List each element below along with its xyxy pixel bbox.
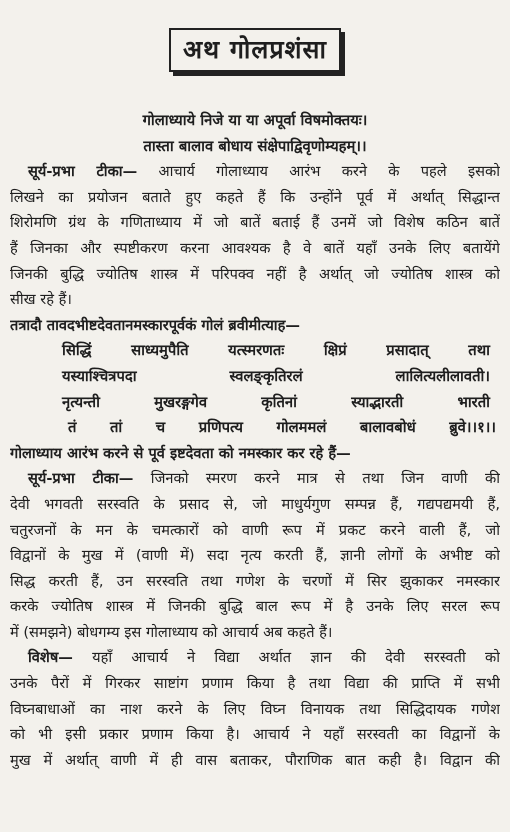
para1-line: लिखने का प्रयोजन बताते हुए कहते हैं कि उन्होंने पूर्व में अर्थात् सिद्धान्त [10,188,500,206]
section-heading: गोलाध्याय आरंभ करने से पूर्व इष्टदेवता को नमस्कार कर रहे हैं— [10,444,351,462]
verse2-line: यस्याश्चित्रपदा स्वलङ्कृतिरलं लालित्यलीलावती। [62,367,490,385]
para2-line: सिद्ध करती हैं, उन सरस्वति तथा गणेश के चरणों में सिर झुकाकर नमस्कार [10,572,500,590]
para1-line: शिरोमणि ग्रंथ के गणिताध्याय में जो बातें बताई हैं उनमें जो विशेष कठिन बातें [10,214,500,232]
verse2-line: तं तां च प्रणिपत्य गोलममलं बालावबोधं ब्रुवे।।१।। [68,419,496,437]
page-body [10,108,500,773]
para3-line: उनके पैरों में गिरकर साष्टांग प्रणाम किया है तथा विद्या की प्राप्ति में सभी [10,675,500,693]
para2-line [10,466,500,492]
para3-line: को भी इसी प्रकार प्रणाम किया है। आचार्य ने यहाँ सरस्वती का विद्वानों के [10,726,500,744]
para2-line: विद्वानों के मुख में (वाणी में) सदा नृत्य करती हैं, ज्ञानी लोगों के अभीष्ट को [10,547,500,565]
page-title: अथ गोलप्रशंसा [169,28,341,72]
para3-line: विघ्नबाधाओं का नाश करने के लिए विघ्न विनायक तथा सिद्धिदायक गणेश [10,700,500,718]
para2-line: करके ज्योतिष शास्त्र में जिनकी बुद्धि बाल रूप में है उनके लिए सरल रूप [10,598,500,616]
para3-text: यहाँ आचार्य ने विद्या अर्थात ज्ञान की देवी सरस्वती को [72,649,500,667]
para3-label: विशेष— [28,649,73,667]
para1-line [10,159,500,185]
para2-line: में (समझने) बोधगम्य इस गोलाध्याय को आचार्य अब कहते हैं। [10,623,333,641]
para3-line: मुख में अर्थात् वाणी में ही वास बताकर, पौराणिक बात कही है। विद्वान की [10,751,500,769]
verse1-line: गोलाध्याये निजे या या अपूर्वा विषमोक्तयः। [142,112,368,129]
verse2-line: नृत्यन्ती मुखरङ्गगेव कृतिनां स्याद्भारती भारती [62,393,490,411]
para1-line: जिनकी बुद्धि ज्योतिष शास्त्र में परिपक्व नहीं है अर्थात् जो ज्योतिष शास्त्र को [10,265,500,283]
verse2-line: सिद्धिं साध्यमुपैति यत्स्मरणतः क्षिप्रं प्रसादात् तथा [62,342,490,360]
title-container [0,28,510,72]
para2-line: देवी भगवती सरस्वति के प्रसाद से, जो माधुर्यगुण सम्पन्न हैं, गद्यपद्यमयी हैं, [10,495,500,513]
para2-text: जिनको स्मरण करने मात्र से तथा जिन वाणी की [133,470,500,488]
para1-label: सूर्य-प्रभा टीका— [28,163,138,181]
para3-line [10,645,500,671]
para2-label: सूर्य-प्रभा टीका— [28,470,134,488]
para1-line: हैं जिनका और स्पष्टीकरण करना आवश्यक है वे बातें यहाँ उनके लिए बतायेंगे [10,239,500,257]
verse1-line: तास्ता बालाव बोधाय संक्षेपाद्विवृणोम्यहम्।। [143,137,367,155]
section-heading: तत्रादौ तावदभीष्टदेवतानमस्कारपूर्वकं गोलं ब्रवीमीत्याह— [10,316,300,334]
para1-line: सीख रहे हैं। [10,291,72,309]
para2-line: चतुरजनों के मन के चमत्कारों को वाणी रूप में प्रकट करने वाली हैं, जो [10,521,500,539]
para1-text: आचार्य गोलाध्याय आरंभ करने के पहले इसको [137,163,500,181]
